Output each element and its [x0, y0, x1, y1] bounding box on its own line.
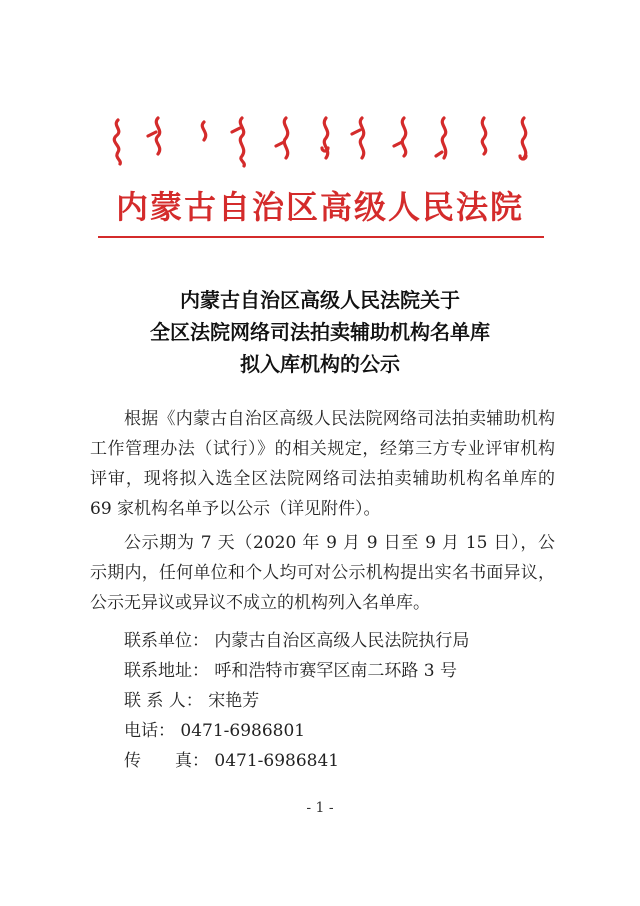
body-paragraph-2: 公示期为 7 天（2020 年 9 月 9 日至 9 月 15 日），公示期内，任何单位和个人均可对公示机构提出实名书面异议，公示无异议或异议不成立的机构列入名单库。	[90, 533, 555, 613]
page-number: - 1 -	[306, 800, 334, 816]
notice-title-line-2: 全区法院网络司法拍卖辅助机构名单库	[150, 320, 490, 344]
contact-phone: 电话： 0471-6986801	[124, 721, 306, 741]
contact-fax: 传 真： 0471-6986841	[124, 751, 340, 771]
mongolian-script-heading	[100, 112, 540, 168]
contact-address: 联系地址： 呼和浩特市赛罕区南二环路 3 号	[124, 661, 458, 681]
contact-person: 联 系 人： 宋艳芳	[124, 691, 260, 711]
red-header-rule	[98, 236, 544, 238]
court-name-heading: 内蒙古自治区高级人民法院	[115, 188, 524, 226]
contact-unit: 联系单位： 内蒙古自治区高级人民法院执行局	[124, 631, 470, 651]
notice-title-line-1: 内蒙古自治区高级人民法院关于	[180, 288, 460, 312]
body-paragraph-1: 根据《内蒙古自治区高级人民法院网络司法拍卖辅助机构工作管理办法（试行）》的相关规定，经第三方专业评审机构评审，现将拟入选全区法院网络司法拍卖辅助机构名单库的 69 家机构名单予以公示（详见附件）。	[90, 409, 555, 519]
mongolian-script-graphic	[100, 112, 540, 168]
notice-title-line-3: 拟入库机构的公示	[240, 352, 400, 376]
